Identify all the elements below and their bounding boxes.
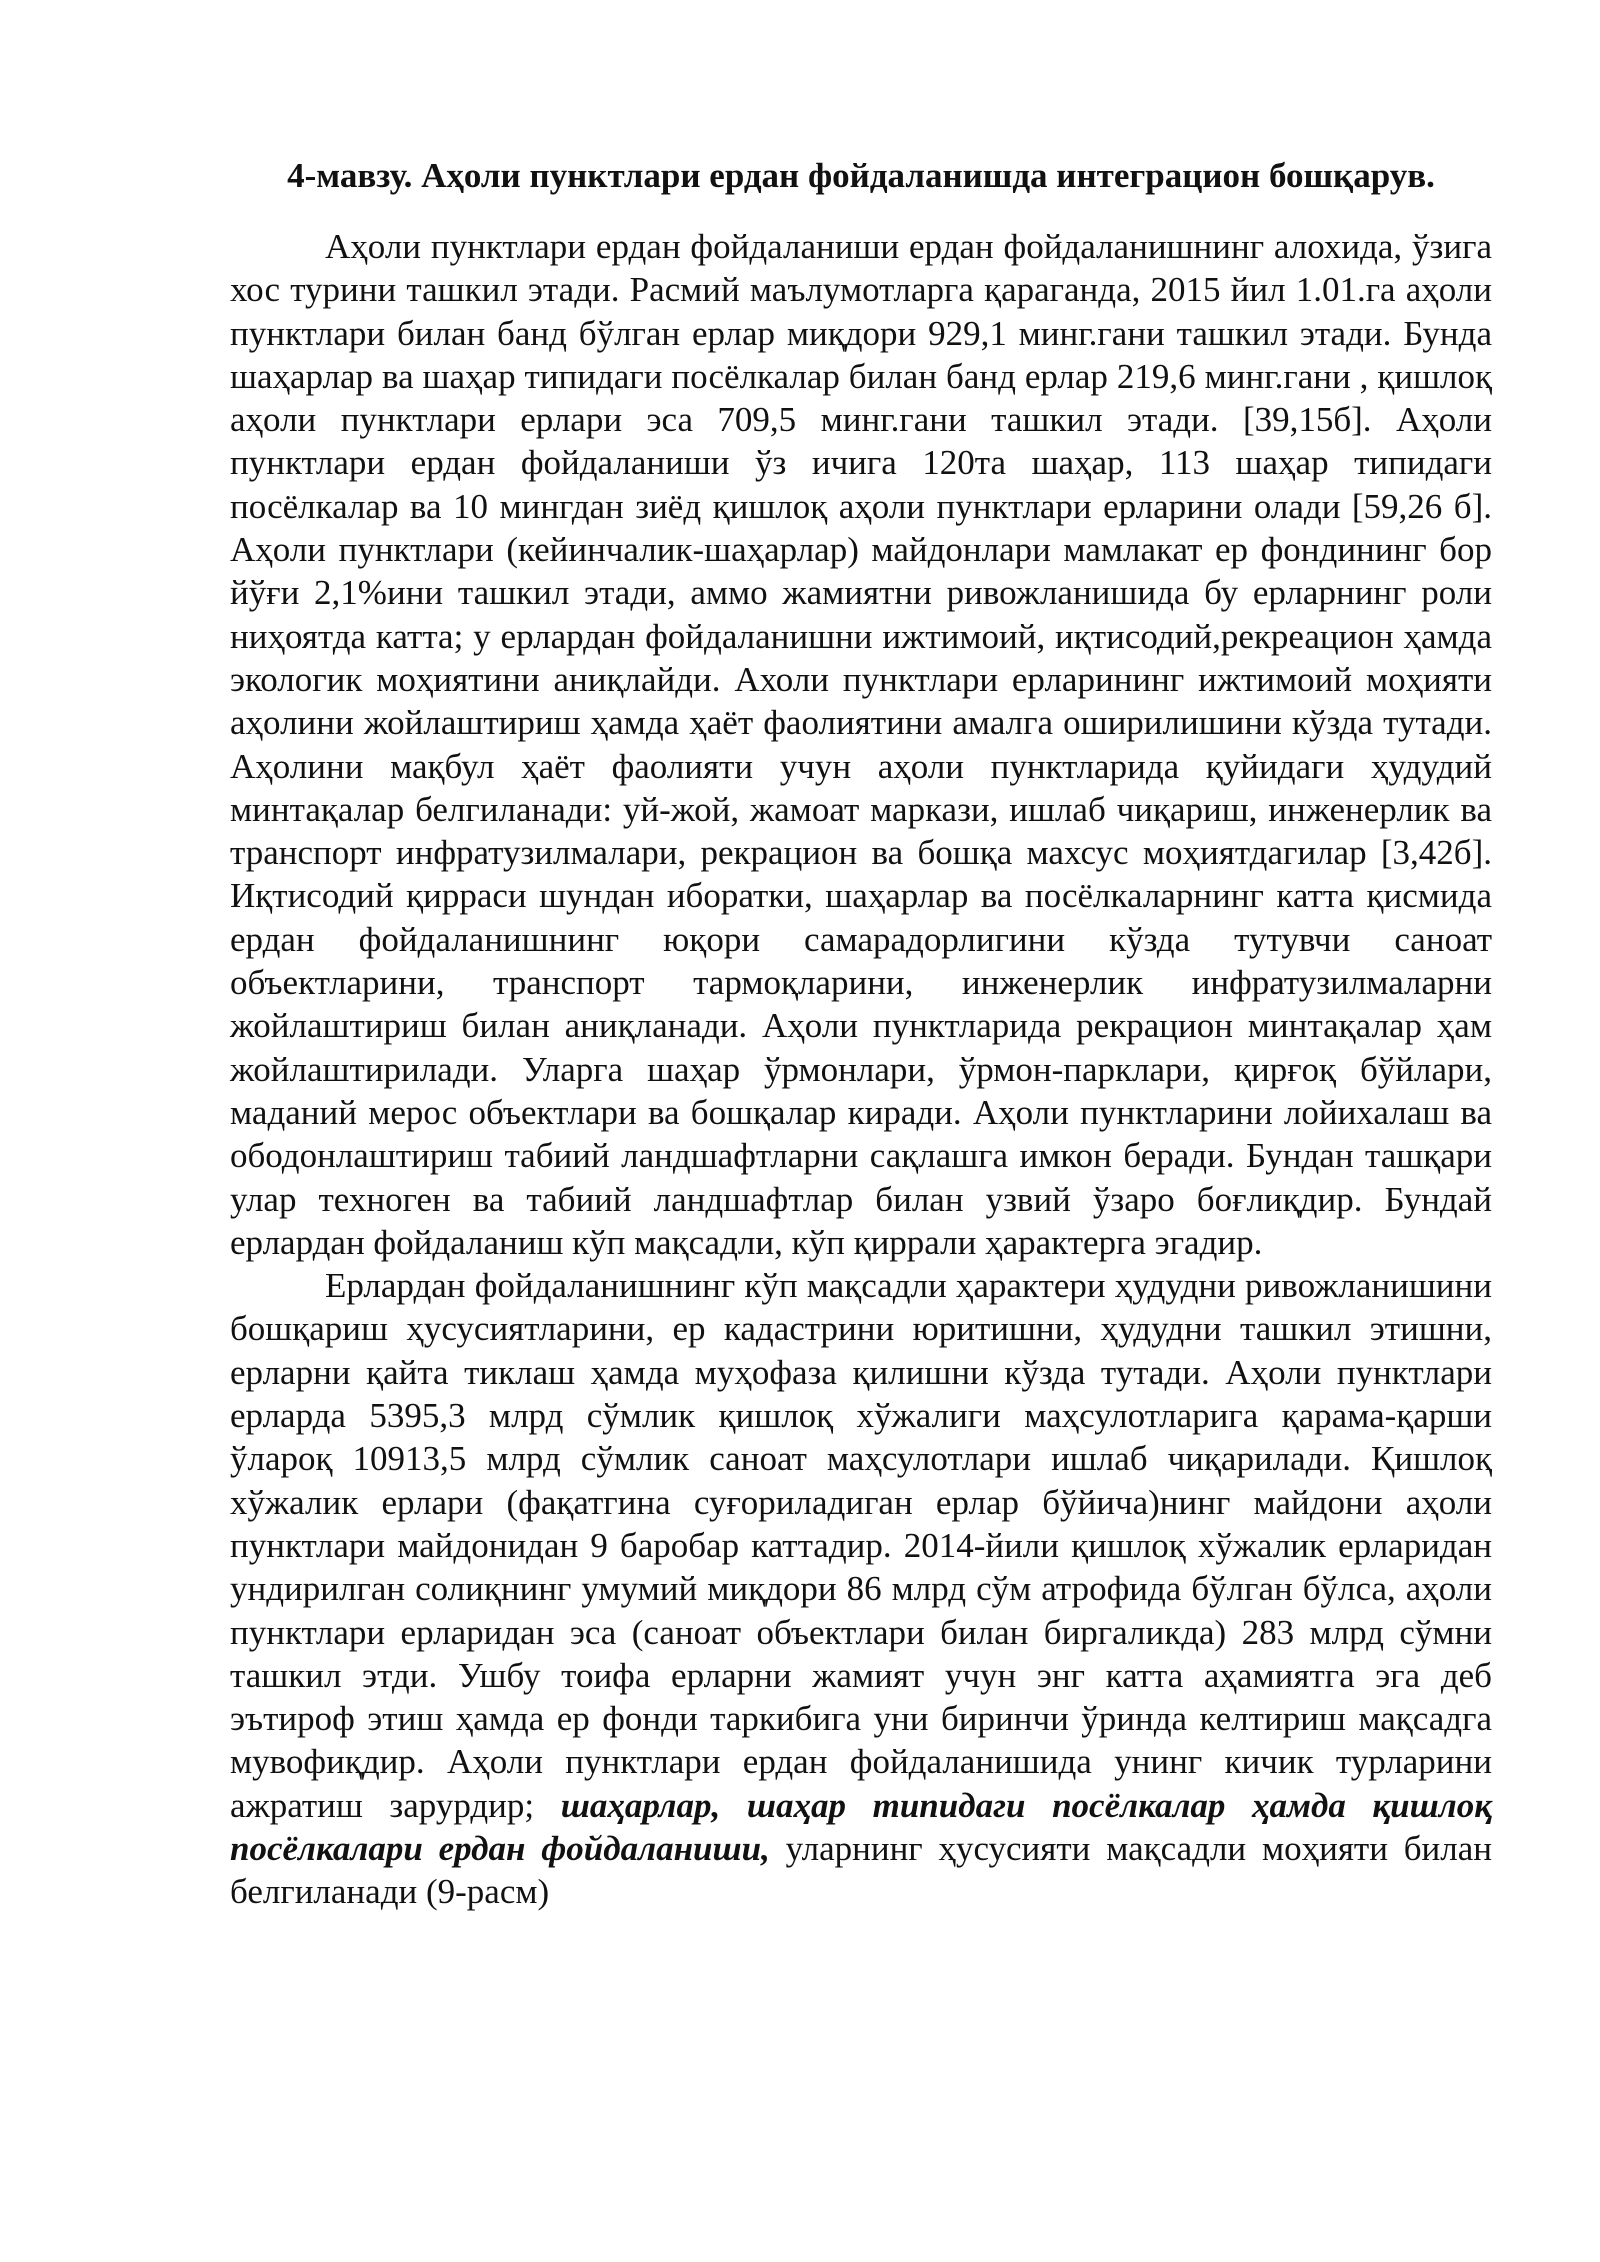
paragraph-1: Аҳоли пунктлари ердан фойдаланиши ердан фойдаланишнинг алохида, ўзига хос турини ташкил этади. Расмий маълумотларга қараганда, 2015 йил 1.01.га аҳоли пунктлари билан банд бўлган ерлар миқдори 929,1 минг.гани ташкил этади. Бунда шаҳарлар ва шаҳар типидаги посёлкалар билан банд ерлар 219,6 минг.гани , қишлоқ аҳоли пунктлари ерлари эса 709,5 минг.гани ташкил этади. [39,15б]. Аҳоли пунктлари ердан фойдаланиши ўз ичига 120та шаҳар, 113 шаҳар типидаги посёлкалар ва 10 мингдан зиёд қишлоқ аҳоли пунктлари ерларини олади [59,26 б]. Аҳоли пунктлари (кейинчалик-шаҳарлар) майдонлари мамлакат ер фондининг бор йўғи 2,1%ини ташкил этади, аммо жамиятни ривожланишида бу ерларнинг роли ниҳоятда катта; у ерлардан фойдаланишни ижтимоий, иқтисодий,рекреацион ҳамда экологик моҳиятини аниқлайди. Ахоли пунктлари ерларининг ижтимоий моҳияти аҳолини жойлаштириш ҳамда ҳаёт фаолиятини амалга оширилишини кўзда тутади. Аҳолини мақбул ҳаёт фаолияти учун аҳоли пунктларида қуйидаги ҳудудий минтақалар белгиланади: уй-жой, жамоат маркази, ишлаб чиқариш, инженерлик ва транспорт инфратузилмалари, рекрацион ва бошқа махсус моҳиятдагилар [3,42б]. Иқтисодий қирраси шундан иборатки, шаҳарлар ва посёлкаларнинг катта қисмида ердан фойдаланишнинг юқори самарадорлигини кўзда тутувчи саноат объектларини, транспорт тармоқларини, инженерлик инфратузилмаларни жойлаштириш билан аниқланади. Аҳоли пунктларида рекрацион минтақалар ҳам жойлаштирилади. Уларга шаҳар ўрмонлари, ўрмон-парклари, қирғоқ бўйлари, маданий мерос объектлари ва бошқалар киради. Аҳоли пунктларини лойихалаш ва ободонлаштириш табиий ландшафтларни сақлашга имкон беради. Бундан ташқари улар техноген ва табиий ландшафтлар билан узвий ўзаро боғлиқдир. Бундай ерлардан фойдаланиш кўп мақсадли, кўп қиррали ҳарактерга эгадир. — [230, 227, 1492, 1262]
paragraph-2-tail: уларнинг ҳусусияти мақсадли моҳияти билан белгиланади (9-расм) — [230, 1828, 1493, 1912]
paragraph-2-emphasis: шаҳарлар, шаҳар типидаги посёлкалар ҳамда қишлоқ посёлкалари ердан фойдаланиши, — [230, 1785, 1492, 1868]
paragraph-2-lead: Ерлардан фойдаланишнинг кўп мақсадли ҳарактери ҳудудни ривожланишини бошқариш ҳусусиятларини, ер кадастрини юритишни, ҳудудни ташкил этишни, ерларни қайта тиклаш ҳамда муҳофаза қилишни кўзда тутади. Аҳоли пунктлари ерларда 5395,3 млрд сўмлик қишлоқ хўжалиги маҳсулотларига қарама-қарши ўлароқ 10913,5 млрд сўмлик саноат маҳсулотлари ишлаб чиқарилади. Қишлоқ хўжалик ерлари (фақатгина суғориладиган ерлар бўйича)нинг майдони аҳоли пунктлари майдонидан 9 баробар каттадир. 2014-йили қишлоқ хўжалик ерларидан ундирилган солиқнинг умумий миқдори 86 млрд сўм атрофида бўлган бўлса, аҳоли пунктлари ерларидан эса (саноат объектлари билан биргаликда) 283 млрд сўмни ташкил этди. Ушбу тоифа ерларни жамият учун энг катта аҳамиятга эга деб эътироф этиш ҳамда ер фонди таркибига уни биринчи ўринда келтириш мақсадга мувофиқдир. Аҳоли пунктлари ердан фойдаланишида унинг кичик турларини ажратиш зарурдир; — [230, 1266, 1492, 1825]
document-body — [230, 150, 1492, 1914]
document-title: 4-мавзу. Аҳоли пунктлари ердан фойдаланишда интеграцион бошқарув. — [287, 156, 1435, 195]
paragraph-2 — [230, 1264, 1492, 1913]
